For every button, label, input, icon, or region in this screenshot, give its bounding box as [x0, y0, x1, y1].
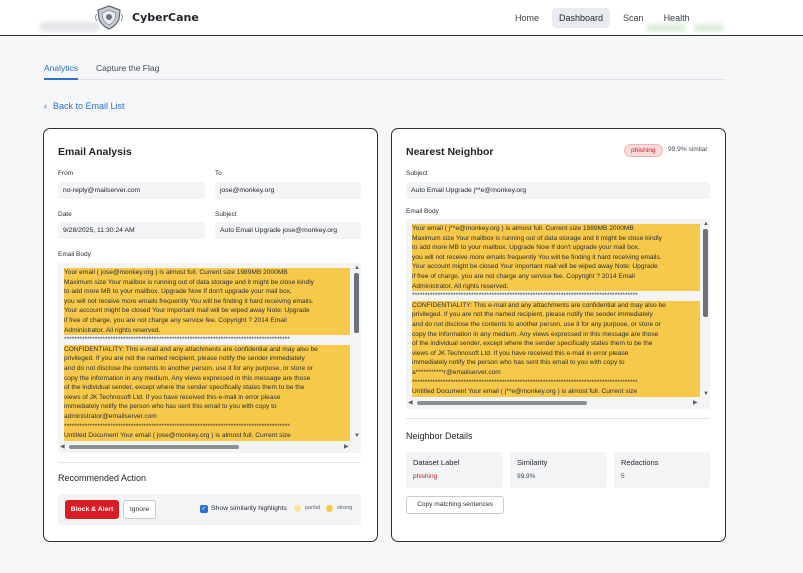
neighbor-subject-label: Subject [406, 170, 428, 177]
dataset-label-value: phishing [413, 473, 438, 480]
neighbor-body-text [412, 224, 700, 397]
body-line: **************************************************************************************** [412, 378, 700, 388]
body-line: copy the information in any medium. Any views expressed in this message are those [412, 330, 700, 340]
body-line: CONFIDENTIALITY: This e-mail and any attachments are confidential and may also be [64, 345, 350, 355]
copy-matching-sentences-button[interactable]: Copy matching sentences [406, 496, 504, 514]
body-line: if free of charge, you are not charge any service fee. Copyright ? 2014 Email [412, 272, 700, 282]
vertical-scrollbar[interactable] [703, 229, 708, 317]
scroll-left-arrow-icon[interactable]: ◀ [408, 400, 413, 406]
blurred-region [40, 22, 100, 31]
body-line: you will not receive more emails frequently You will be finding it hard receiving emails. [64, 297, 350, 307]
body-line: if free of charge, you are not charge any service fee. Copyright ? 2014 Email [64, 316, 350, 326]
tab-capture-the-flag[interactable]: Capture the Flag [96, 63, 160, 73]
email-body-label: Email Body [58, 251, 91, 258]
nearest-neighbor-title: Nearest Neighbor [406, 146, 494, 158]
phishing-badge: phishing [624, 144, 663, 157]
subject-label: Subject [215, 211, 237, 218]
scroll-right-arrow-icon[interactable]: ▶ [693, 400, 698, 406]
body-line: Maximum size Your mailbox is running out of data storage and it might be close kindly [64, 278, 350, 288]
brand-name: CyberCane [132, 11, 199, 24]
body-line: views of JK Technosoft Ltd. If you have received this e-mail in error please [64, 393, 350, 403]
brand-logo[interactable] [94, 5, 199, 30]
redactions-title: Redactions [621, 458, 659, 467]
vertical-scrollbar[interactable] [354, 273, 359, 333]
email-body-box[interactable] [58, 263, 361, 453]
similarity-card [510, 452, 607, 488]
body-line: and do not disclose the contents to another person, use it for any purpose, or store or [64, 364, 350, 374]
sub-tabs [44, 58, 726, 80]
divider [406, 418, 710, 419]
show-highlights-checkbox[interactable]: ✓ [201, 506, 207, 512]
redactions-card [614, 452, 710, 488]
recommended-action-heading: Recommended Action [58, 473, 147, 483]
date-label: Date [58, 211, 72, 218]
similarity-value: 99.9% [517, 473, 536, 480]
similarity-text: 99.9% similar [668, 146, 708, 153]
from-field: no-reply@mailserver.com [58, 182, 205, 199]
partial-legend-dot [294, 505, 301, 512]
body-line: immediately notify the person who has sent this email to you with copy to [412, 358, 700, 368]
body-line: administrator@emailserver.com [64, 412, 350, 422]
similarity-title: Similarity [517, 458, 548, 467]
scroll-up-arrow-icon[interactable]: ▲ [703, 221, 709, 227]
body-line: Administrator. All rights reserved. [64, 326, 350, 336]
body-line: of the individual sender, except where the sender specifically states them to be the [64, 383, 350, 393]
shield-logo-icon [94, 5, 124, 30]
body-line: Administrator. All rights reserved. [412, 282, 700, 292]
body-line: Your account might be closed Your important mail will be wiped away Note: Upgrade [64, 306, 350, 316]
chevron-left-icon: ‹ [44, 101, 47, 111]
email-body-text [64, 268, 350, 441]
body-line: **************************************************************************************** [64, 336, 290, 344]
body-line: to add more MB to your mailbox. Upgrade Now If don't upgrade your mail box, [64, 287, 350, 297]
divider [58, 462, 361, 463]
body-line: **************************************************************************************** [64, 422, 350, 432]
top-navbar [0, 0, 803, 36]
body-line: and do not disclose the contents to another person, use it for any purpose, or store or [412, 320, 700, 330]
neighbor-details-heading: Neighbor Details [406, 431, 473, 441]
body-line: Maximum size Your mailbox is running out of data storage and it might be close kindly [412, 234, 700, 244]
body-line: Your account might be closed Your important mail will be wiped away Note: Upgrade [412, 262, 700, 272]
body-line: CONFIDENTIALITY: This e-mail and any attachments are confidential and may also be [412, 301, 700, 311]
body-line: to add more MB to your mailbox. Upgrade Now If don't upgrade your mail box, [412, 243, 700, 253]
scroll-down-arrow-icon[interactable]: ▼ [703, 391, 709, 397]
neighbor-subject-field: Auto Email Upgrade j**e@monkey.org [406, 182, 710, 199]
dataset-label-card [406, 452, 503, 488]
body-line: Your email ( jose@monkey.org ) is almost full. Current size 1989MB 2000MB [64, 268, 350, 278]
blurred-region [694, 24, 724, 32]
body-line: immediately notify the person who has sent this email to you with copy to [64, 402, 350, 412]
nav-dashboard[interactable]: Dashboard [552, 8, 610, 28]
redactions-value: 5 [621, 473, 625, 480]
nav-home[interactable]: Home [515, 13, 540, 23]
nav-health[interactable]: Health [663, 13, 690, 23]
tab-analytics[interactable]: Analytics [44, 58, 78, 80]
body-line: of the individual sender, except where the sender specifically states them to be the [412, 339, 700, 349]
back-link[interactable] [44, 101, 125, 111]
back-label: Back to Email List [53, 101, 125, 111]
show-highlights-label: Show similarity highlights [211, 505, 287, 512]
blurred-region [646, 24, 686, 32]
partial-legend-label: partial [305, 505, 320, 511]
strong-legend-dot [326, 505, 333, 512]
body-line: views of JK Technosoft Ltd. If you have received this e-mail in error please [412, 349, 700, 359]
nav-scan[interactable]: Scan [623, 13, 644, 23]
body-line: Your email ( j**e@monkey.org ) is almost full. Current size 1989MB 2000MB [412, 224, 700, 234]
body-line: copy the information in any medium. Any views expressed in this message are those [64, 374, 350, 384]
body-line: privileged. If you are not the named recipient, please notify the sender immediately [64, 354, 350, 364]
scroll-left-arrow-icon[interactable]: ◀ [60, 444, 65, 450]
body-line: you will not receive more emails frequently You will be finding it hard receiving emails. [412, 253, 700, 263]
to-field: jose@monkey.org [215, 182, 361, 199]
horizontal-scrollbar[interactable] [417, 401, 587, 405]
body-line: Untitled Document Your email ( jose@monkey.org ) is almost full. Current size [64, 431, 350, 441]
action-bar [58, 494, 361, 525]
scroll-right-arrow-icon[interactable]: ▶ [344, 444, 349, 450]
body-line: a***********r@emailserver.com [412, 368, 700, 378]
date-field: 9/28/2025, 11:30:24 AM [58, 222, 205, 239]
scroll-down-arrow-icon[interactable]: ▼ [354, 433, 360, 439]
body-line: privileged. If you are not the named recipient, please notify the sender immediately [412, 310, 700, 320]
ignore-button[interactable]: Ignore [123, 500, 156, 519]
horizontal-scrollbar[interactable] [69, 445, 239, 449]
block-alert-button[interactable]: Block & Alert [65, 500, 119, 519]
from-label: From [58, 170, 74, 177]
body-line: **************************************************************************************** [412, 292, 638, 300]
strong-legend-label: strong [337, 505, 353, 511]
scroll-up-arrow-icon[interactable]: ▲ [354, 265, 360, 271]
subject-field: Auto Email Upgrade jose@monkey.org [215, 222, 361, 239]
neighbor-body-box[interactable] [406, 219, 710, 409]
email-analysis-title: Email Analysis [58, 146, 132, 158]
to-label: To [215, 170, 222, 177]
neighbor-body-label: Email Body [406, 208, 439, 215]
dataset-label-title: Dataset Label [413, 458, 460, 467]
body-line: Untitled Document Your email ( j**e@monkey.org ) is almost full. Current size [412, 387, 700, 397]
